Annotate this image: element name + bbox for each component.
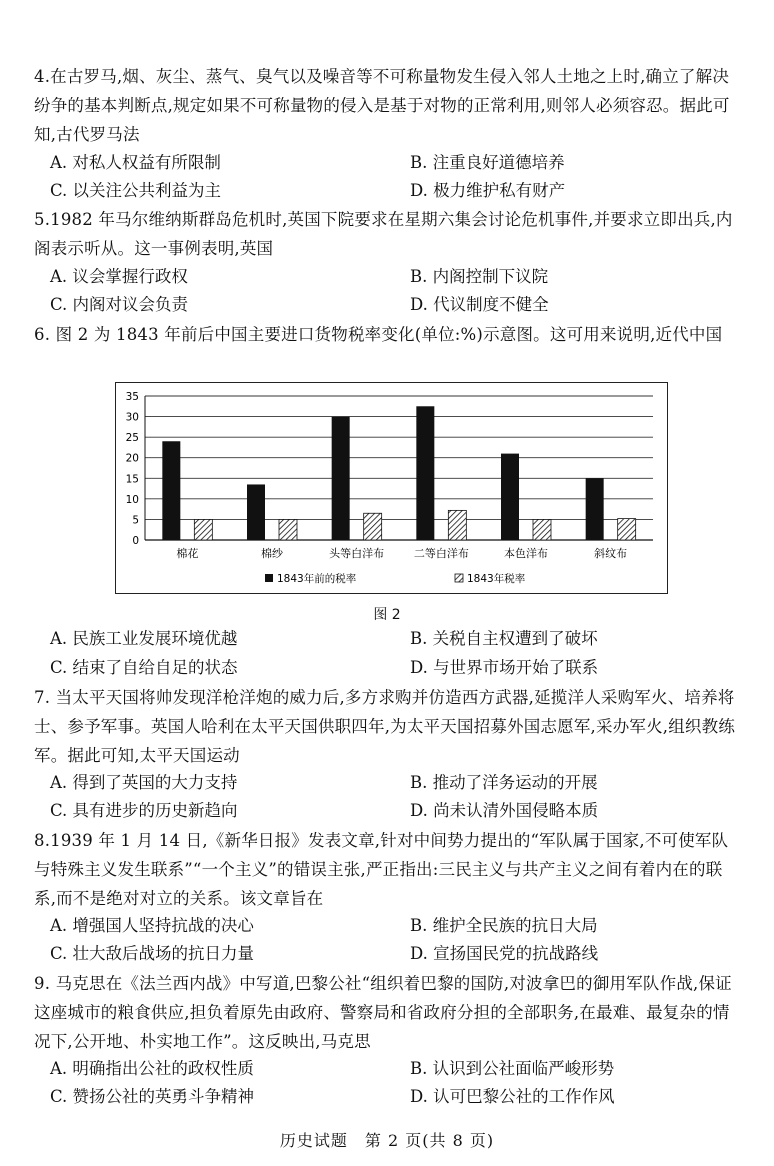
question-6-option-b: B. 关税自主权遭到了破坏: [410, 629, 598, 648]
question-9-option-a: A. 明确指出公社的政权性质: [50, 1059, 254, 1078]
question-7-option-d: D. 尚未认清外国侵略本质: [410, 801, 599, 820]
question-9-stem: 9. 马克思在《法兰西内战》中写道,巴黎公社“组织着巴黎的国防,对波拿巴的御用军队作战,保证这座城市的粮食供应,担负着原先由政府、警察局和省政府分担的全部职务,在最难、最复杂的情况下,公开地、朴实地工作”。这反映出,马克思: [34, 974, 732, 1051]
question-8-option-d: D. 宣扬国民党的抗战路线: [410, 944, 599, 963]
tariff-chart: [115, 382, 668, 594]
question-4-stem: 4.在古罗马,烟、灰尘、蒸气、臭气以及噪音等不可称量物发生侵入邻人土地之上时,确立了解决纷争的基本判断点,规定如果不可称量物的侵入是基于对物的正常利用,则邻人必须容忍。据此可知,古代罗马法: [34, 67, 730, 144]
page-footer: 历史试题 第 2 页(共 8 页): [279, 1131, 495, 1150]
y-tick-label: 20: [125, 452, 139, 465]
question-7-option-a: A. 得到了英国的大力支持: [50, 773, 238, 792]
question-4-option-a: A. 对私人权益有所限制: [50, 153, 221, 172]
question-9-option-c: C. 赞扬公社的英勇斗争精神: [50, 1087, 255, 1106]
question-5-option-a: A. 议会掌握行政权: [50, 267, 188, 286]
question-6-option-d: D. 与世界市场开始了联系: [410, 658, 599, 677]
question-7-option-b: B. 推动了洋务运动的开展: [410, 773, 598, 792]
legend-swatch-series1: [455, 574, 463, 582]
legend-label-series1: 1843年税率: [467, 573, 526, 585]
question-6-option-c: C. 结束了自给自足的状态: [50, 658, 238, 677]
question-5-option-c: C. 内阁对议会负责: [50, 295, 189, 314]
bar-series1-0: [194, 519, 212, 540]
question-8-option-a: A. 增强国人坚持抗战的决心: [50, 916, 254, 935]
y-tick-label: 10: [125, 493, 139, 506]
question-8-option-b: B. 维护全民族的抗日大局: [410, 916, 598, 935]
question-4-option-b: B. 注重良好道德培养: [410, 153, 565, 172]
bar-series1-3: [448, 510, 466, 540]
x-tick-label: 斜纹布: [594, 547, 628, 560]
question-6-stem: 6. 图 2 为 1843 年前后中国主要进口货物税率变化(单位:%)示意图。这可用来说明,近代中国: [34, 325, 723, 344]
bar-series0-0: [162, 441, 180, 540]
x-tick-label: 棉花: [176, 547, 199, 560]
question-9-option-d: D. 认可巴黎公社的工作作风: [410, 1087, 615, 1106]
x-tick-label: 头等白洋布: [329, 547, 385, 560]
bar-series0-5: [586, 478, 604, 540]
question-4-option-d: D. 极力维护私有财产: [410, 181, 566, 200]
y-tick-label: 15: [125, 473, 139, 486]
x-tick-label: 棉纱: [261, 547, 283, 560]
bar-series1-2: [364, 513, 382, 540]
legend-label-series0: 1843年前的税率: [277, 573, 357, 585]
figure-caption: 图 2: [373, 607, 401, 623]
question-8-option-c: C. 壮大敌后战场的抗日力量: [50, 944, 255, 963]
y-tick-label: 5: [132, 514, 139, 527]
legend-swatch-series0: [265, 574, 273, 582]
y-tick-label: 0: [132, 535, 139, 547]
bar-series1-1: [279, 519, 297, 540]
tariff-chart-svg: [115, 382, 668, 594]
question-5-option-b: B. 内阁控制下议院: [410, 267, 549, 286]
bar-series1-4: [533, 519, 551, 540]
y-tick-label: 35: [125, 391, 139, 403]
x-tick-label: 二等白洋布: [413, 547, 469, 560]
question-8-stem: 8.1939 年 1 月 14 日,《新华日报》发表文章,针对中间势力提出的“军队属于国家,不可使军队与特殊主义发生联系”“一个主义”的错误主张,严正指出:三民主义与共产主义之间有着内在的联系,而不是绝对对立的关系。该文章旨在: [34, 831, 729, 908]
question-7-stem: 7. 当太平天国将帅发现洋枪洋炮的威力后,多方求购并仿造西方武器,延揽洋人采购军火、培养将士、参予军事。英国人哈利在太平天国供职四年,为太平天国招募外国志愿军,采办军火,组织教练军。据此可知,太平天国运动: [34, 688, 736, 765]
bar-series0-2: [332, 417, 350, 540]
bar-series0-3: [416, 406, 434, 540]
question-4-option-c: C. 以关注公共利益为主: [50, 181, 222, 200]
chart-frame: [116, 383, 668, 594]
question-6-option-a: A. 民族工业发展环境优越: [50, 629, 238, 648]
y-tick-label: 30: [125, 411, 139, 424]
question-5-stem: 5.1982 年马尔维纳斯群岛危机时,英国下院要求在星期六集会讨论危机事件,并要求立即出兵,内阁表示听从。这一事例表明,英国: [34, 210, 733, 258]
x-tick-label: 本色洋布: [504, 547, 548, 560]
question-5-option-d: D. 代议制度不健全: [410, 295, 549, 314]
y-tick-label: 25: [125, 432, 139, 445]
question-7-option-c: C. 具有进步的历史新趋向: [50, 801, 238, 820]
question-9-option-b: B. 认识到公社面临严峻形势: [410, 1059, 615, 1078]
bar-series0-1: [247, 484, 265, 540]
bar-series1-5: [618, 519, 636, 540]
bar-series0-4: [501, 454, 519, 540]
